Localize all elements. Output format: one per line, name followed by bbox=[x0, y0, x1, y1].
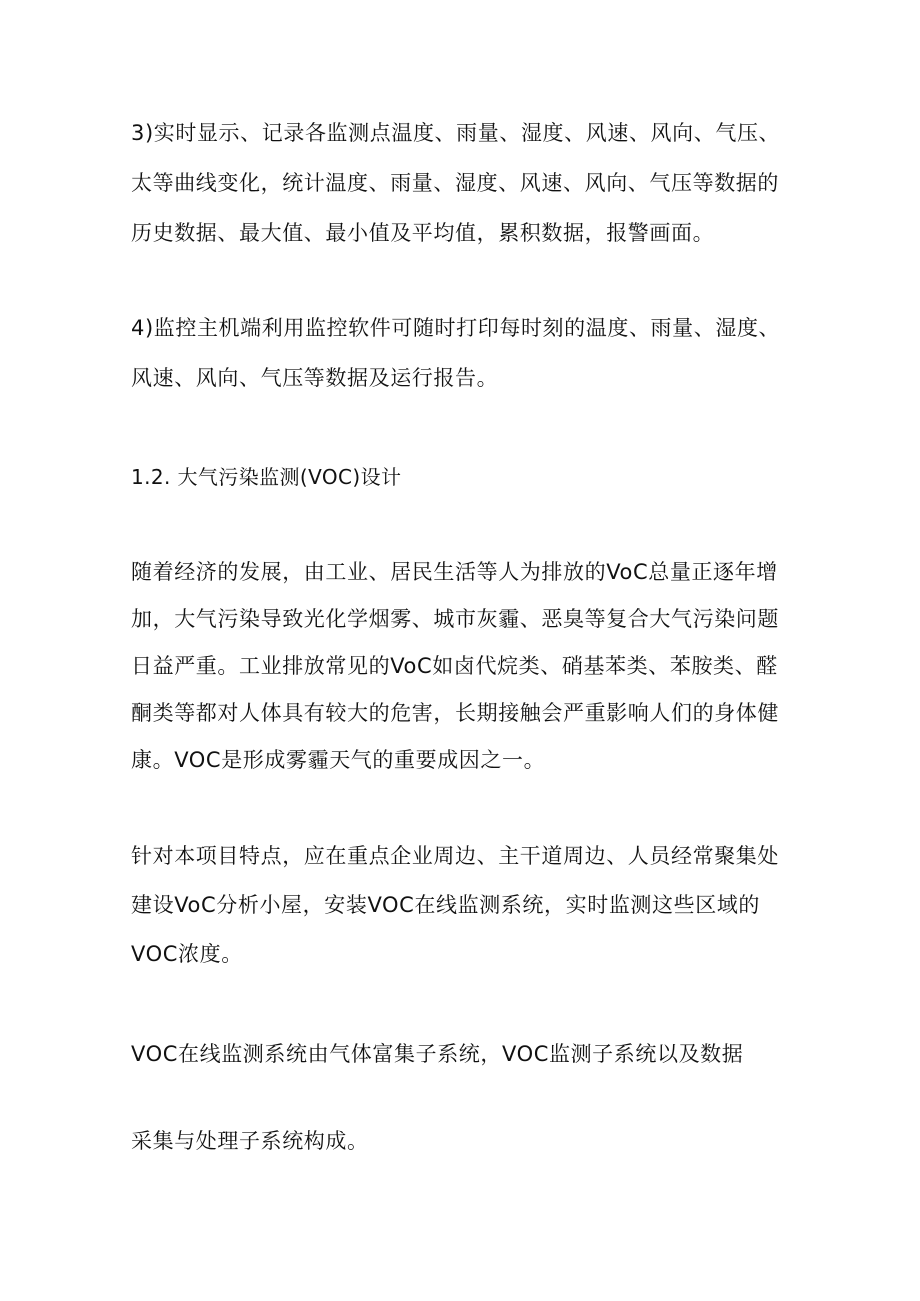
paragraph-line: 日益严重。工业排放常见的VoC如卤代烷类、硝基苯类、苯胺类、醛 bbox=[131, 654, 778, 678]
paragraph-line: 加，大气污染导致光化学烟雾、城市灰霾、恶臭等复合大气污染问题 bbox=[131, 607, 779, 631]
paragraph-line: 随着经济的发展，由工业、居民生活等人为排放的VoC总量正逐年增 bbox=[131, 560, 778, 584]
paragraph-line: 太等曲线变化，统计温度、雨量、湿度、风速、风向、气压等数据的 bbox=[131, 171, 779, 195]
paragraph-line: 采集与处理子系统构成。 bbox=[131, 1129, 369, 1153]
paragraph-line: 历史数据、最大值、最小值及平均值，累积数据，报警画面。 bbox=[131, 221, 715, 245]
paragraph-line: 风速、风向、气压等数据及运行报告。 bbox=[131, 366, 499, 390]
paragraph-line: 建设VoC分析小屋，安装VOC在线监测系统，实时监测这些区域的 bbox=[131, 893, 761, 917]
section-heading: 1.2. 大气污染监测(VOC)设计 bbox=[131, 465, 402, 489]
paragraph-line: 4)监控主机端利用监控软件可随时打印每时刻的温度、雨量、湿度、 bbox=[131, 316, 781, 340]
paragraph-line: VOC浓度。 bbox=[131, 942, 243, 966]
paragraph-line: VOC在线监测系统由气体富集子系统，VOC监测子系统以及数据 bbox=[131, 1042, 744, 1066]
paragraph-line: 康。VOC是形成雾霾天气的重要成因之一。 bbox=[131, 748, 546, 772]
paragraph-line: 酮类等都对人体具有较大的危害，长期接触会严重影响人们的身体健 bbox=[131, 701, 779, 725]
paragraph-line: 针对本项目特点，应在重点企业周边、主干道周边、人员经常聚集处 bbox=[131, 844, 779, 868]
paragraph-line: 3)实时显示、记录各监测点温度、雨量、湿度、风速、风向、气压、 bbox=[131, 121, 781, 145]
